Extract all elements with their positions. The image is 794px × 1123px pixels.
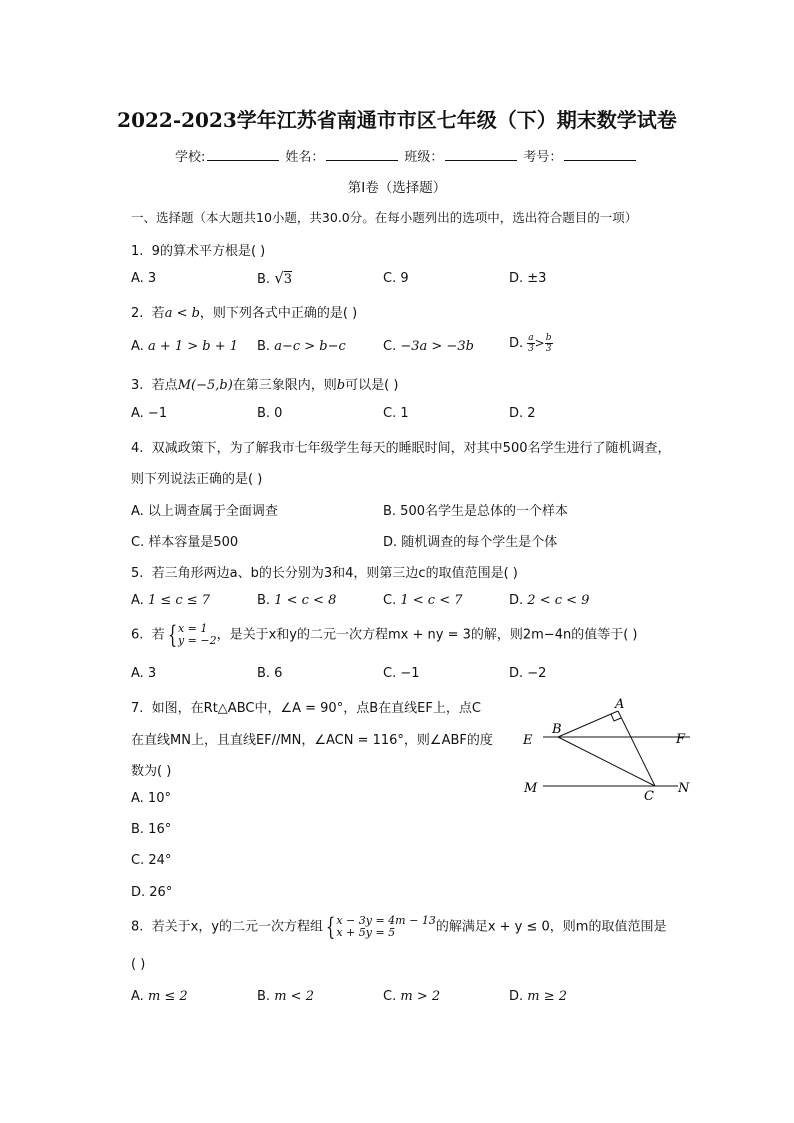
section-heading: 第I卷（选择题） <box>347 180 447 196</box>
label-n: N <box>678 781 690 796</box>
q4-line-1: 双减政策下，为了解我市七年级学生每天的睡眠时间，对其中500名学生进行了随机调查， <box>151 441 671 456</box>
q5-option-a <box>131 593 210 608</box>
q5-d-math: 2 < c < 9 <box>527 593 590 608</box>
q8-system <box>336 915 435 939</box>
q1-option-a: A. 3 <box>131 271 157 286</box>
q3-stem-b: b <box>336 378 346 393</box>
segment-ac <box>618 711 655 786</box>
q3-stem-pre: 若点 <box>151 378 178 393</box>
q6-system-eq-1: x = 1 <box>177 622 208 635</box>
q1-stem: 9的算术平方根是( ) <box>151 244 266 259</box>
label-f: F <box>676 732 686 747</box>
q2-d-num-1: a <box>528 333 534 343</box>
q2-option-a <box>131 339 238 354</box>
q7-option-a: A. 10° <box>131 791 171 806</box>
q6-stem-pre: 若 <box>151 627 165 643</box>
q7-line-2: 在直线MN上，且直线EF//MN，∠ACN = 116°，则∠ABF的度 <box>131 733 493 748</box>
segment-ba <box>558 711 618 737</box>
q3-stem-mid: 在第三象限内，则 <box>232 378 337 393</box>
q2-d-label: D. <box>509 336 524 351</box>
q2-c-math: −3a > −3b <box>400 339 474 354</box>
page-title: 2022-2023学年江苏省南通市市区七年级（下）期末数学试卷 <box>117 108 677 132</box>
q2-d-fraction-1 <box>527 333 534 354</box>
exam-no-blank <box>564 149 636 161</box>
q4-option-c: C. 样本容量是500 <box>131 535 239 550</box>
q2-option-c <box>383 339 474 354</box>
q4-option-a: A. 以上调查属于全面调查 <box>131 504 278 519</box>
left-brace: { <box>167 621 177 649</box>
q5-a-math: 1 ≤ c ≤ 7 <box>147 593 211 608</box>
q2-d-den-1: 3 <box>528 344 534 354</box>
q6-system <box>178 623 217 647</box>
q7-option-b: B. 16° <box>131 822 172 837</box>
exam-no-label: 考号： <box>523 150 563 165</box>
question-4 <box>131 437 671 456</box>
school-label: 学校: <box>175 150 206 165</box>
q3-option-a: A. −1 <box>131 406 168 421</box>
q2-d-op: > <box>534 336 545 350</box>
q3-stem-math: M(−5,b) <box>177 378 233 393</box>
left-brace: { <box>326 913 336 941</box>
q8-line-2: ( ) <box>131 957 146 972</box>
label-e: E <box>523 733 533 748</box>
q5-number: 5. <box>131 566 144 581</box>
question-7 <box>131 697 481 716</box>
segment-bc <box>558 737 655 786</box>
q7-number: 7. <box>131 701 144 716</box>
q2-stem-post: ，则下列各式中正确的是( ) <box>199 306 358 321</box>
question-5 <box>131 562 518 581</box>
q8-system-eq-1: x − 3y = 4m − 13 <box>336 914 436 927</box>
question-2 <box>131 302 357 321</box>
q7-line-1: 如图，在Rt△ABC中，∠A = 90°，点B在直线EF上，点C <box>151 701 481 716</box>
question-6 <box>131 621 638 649</box>
q2-stem-math: a < b <box>164 306 200 321</box>
q8-option-c <box>383 989 440 1004</box>
q5-b-math: 1 < c < 8 <box>274 593 337 608</box>
q4-line-2: 则下列说法正确的是( ) <box>131 472 263 487</box>
question-1 <box>131 240 265 259</box>
q8-d-label: D. <box>509 989 524 1004</box>
part-instructions: 一、选择题（本大题共10小题，共30.0分。在每小题列出的选项中，选出符合题目的一项） <box>131 210 638 225</box>
q6-option-c: C. −1 <box>383 666 420 681</box>
q3-option-d: D. 2 <box>509 406 536 421</box>
label-c: C <box>644 789 654 804</box>
q3-option-c: C. 1 <box>383 406 409 421</box>
q8-b-math: m < 2 <box>274 989 314 1004</box>
q2-option-b <box>257 339 346 354</box>
q8-stem-post: 的解满足x + y ≤ 0，则m的取值范围是 <box>435 919 667 935</box>
name-label: 姓名： <box>285 150 325 165</box>
student-info-row <box>175 146 642 165</box>
q6-system-eq-2: y = −2 <box>177 634 217 647</box>
q5-c-label: C. <box>383 593 397 608</box>
q5-d-label: D. <box>509 593 524 608</box>
q1-option-b-radicand: 3 <box>283 272 293 287</box>
name-blank <box>326 149 398 161</box>
q8-stem-pre: 若关于x，y的二元一次方程组 <box>151 919 324 935</box>
q2-d-num-2: b <box>545 333 552 343</box>
q5-a-label: A. <box>131 593 144 608</box>
q2-d-fraction-2 <box>545 333 553 354</box>
q2-b-label: B. <box>257 339 271 354</box>
label-a: A <box>615 697 625 712</box>
label-m: M <box>524 781 538 796</box>
q8-a-label: A. <box>131 989 144 1004</box>
class-label: 班级： <box>404 150 444 165</box>
q1-option-b-label: B. <box>257 272 271 287</box>
q2-d-den-2: 3 <box>545 344 552 354</box>
q4-number: 4. <box>131 441 144 456</box>
q2-b-math: a−c > b−c <box>274 339 346 354</box>
q5-option-d <box>509 593 589 608</box>
q2-a-math: a + 1 > b + 1 <box>147 339 239 354</box>
q4-option-b: B. 500名学生是总体的一个样本 <box>383 504 568 519</box>
q7-option-c: C. 24° <box>131 853 172 868</box>
q1-option-d: D. ±3 <box>509 271 547 286</box>
q1-option-c: C. 9 <box>383 271 409 286</box>
q8-option-d <box>509 989 567 1004</box>
q6-option-b: B. 6 <box>257 666 283 681</box>
q2-number: 2. <box>131 306 144 321</box>
q2-a-label: A. <box>131 339 144 354</box>
q8-c-math: m > 2 <box>400 989 441 1004</box>
q1-number: 1. <box>131 244 144 259</box>
q5-option-b <box>257 593 336 608</box>
q8-c-label: C. <box>383 989 397 1004</box>
q2-option-d <box>509 333 553 354</box>
label-b: B <box>552 722 562 737</box>
question-8 <box>131 913 666 941</box>
q7-geometry-figure <box>518 696 698 808</box>
q3-option-b: B. 0 <box>257 406 283 421</box>
question-3 <box>131 374 398 393</box>
q8-b-label: B. <box>257 989 271 1004</box>
q6-option-d: D. −2 <box>509 666 547 681</box>
q3-number: 3. <box>131 378 144 393</box>
q4-option-d: D. 随机调查的每个学生是个体 <box>383 535 558 550</box>
q6-stem-post: ，是关于x和y的二元一次方程mx + ny = 3的解，则2m−4n的值等于( ) <box>216 627 638 643</box>
q5-b-label: B. <box>257 593 271 608</box>
q8-system-eq-2: x + 5y = 5 <box>336 926 396 939</box>
school-blank <box>207 149 279 161</box>
q8-option-b <box>257 989 314 1004</box>
q6-option-a: A. 3 <box>131 666 157 681</box>
q1-option-b <box>257 269 292 287</box>
q3-stem-post: 可以是( ) <box>345 378 399 393</box>
q7-option-d: D. 26° <box>131 885 173 900</box>
q5-stem: 若三角形两边a、b的长分别为3和4，则第三边c的取值范围是( ) <box>151 566 518 581</box>
q2-c-label: C. <box>383 339 397 354</box>
q5-option-c <box>383 593 463 608</box>
q7-line-3: 数为( ) <box>131 764 172 779</box>
q2-stem-pre: 若 <box>151 306 165 321</box>
q6-number: 6. <box>131 627 144 643</box>
q8-a-math: m ≤ 2 <box>147 989 188 1004</box>
q8-number: 8. <box>131 919 144 935</box>
q8-option-a <box>131 989 188 1004</box>
class-blank <box>445 149 517 161</box>
q5-c-math: 1 < c < 7 <box>400 593 463 608</box>
sqrt-sign: √ <box>274 269 284 287</box>
q8-d-math: m ≥ 2 <box>527 989 568 1004</box>
